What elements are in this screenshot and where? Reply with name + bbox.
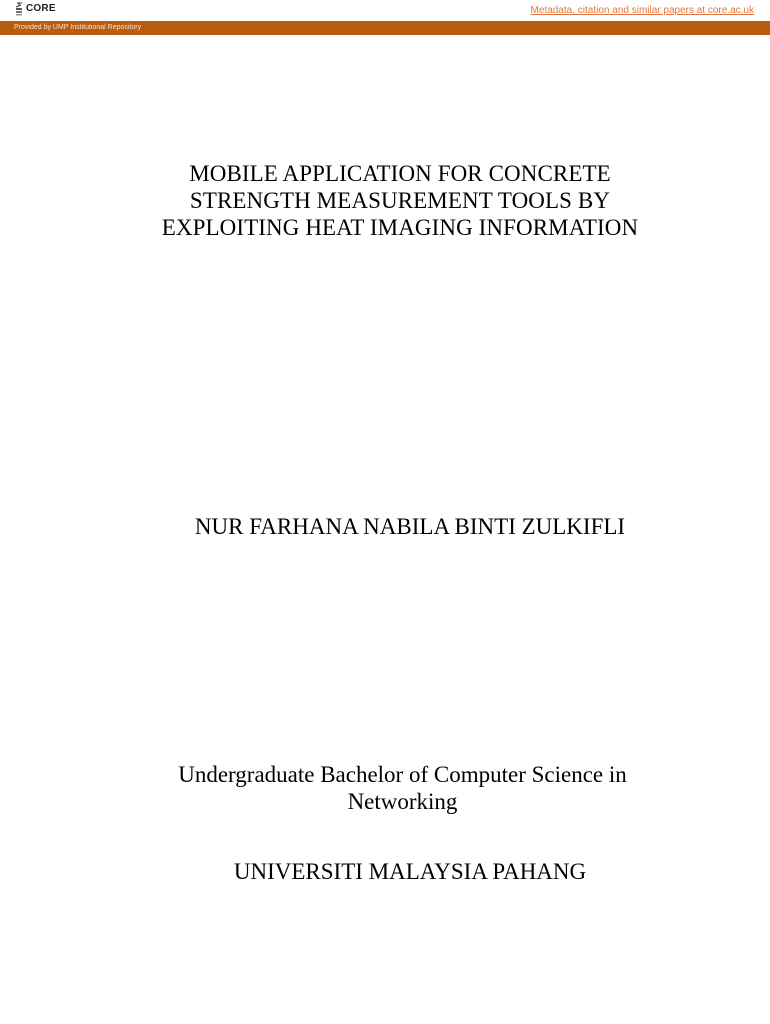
author-name: NUR FARHANA NABILA BINTI ZULKIFLI bbox=[194, 514, 626, 539]
thesis-title bbox=[110, 160, 690, 241]
core-logo[interactable] bbox=[14, 2, 56, 16]
degree-line: Undergraduate Bachelor of Computer Science in bbox=[178, 762, 627, 787]
core-header-bar bbox=[0, 0, 770, 21]
core-logo-icon bbox=[14, 2, 24, 16]
thesis-title-line: MOBILE APPLICATION FOR CONCRETE bbox=[189, 161, 611, 186]
core-logo-text: CORE bbox=[26, 3, 56, 14]
thesis-title-line: STRENGTH MEASUREMENT TOOLS BY bbox=[189, 188, 611, 213]
thesis-title-line: EXPLOITING HEAT IMAGING INFORMATION bbox=[161, 215, 639, 240]
provided-by-text: Provided by UMP Institutional Repository bbox=[14, 24, 142, 31]
degree-program bbox=[110, 761, 695, 815]
metadata-link[interactable]: Metadata, citation and similar papers at core.ac.uk bbox=[530, 5, 754, 16]
degree-line: Networking bbox=[347, 789, 458, 814]
university-name: UNIVERSITI MALAYSIA PAHANG bbox=[233, 859, 587, 884]
provider-band bbox=[0, 21, 770, 35]
